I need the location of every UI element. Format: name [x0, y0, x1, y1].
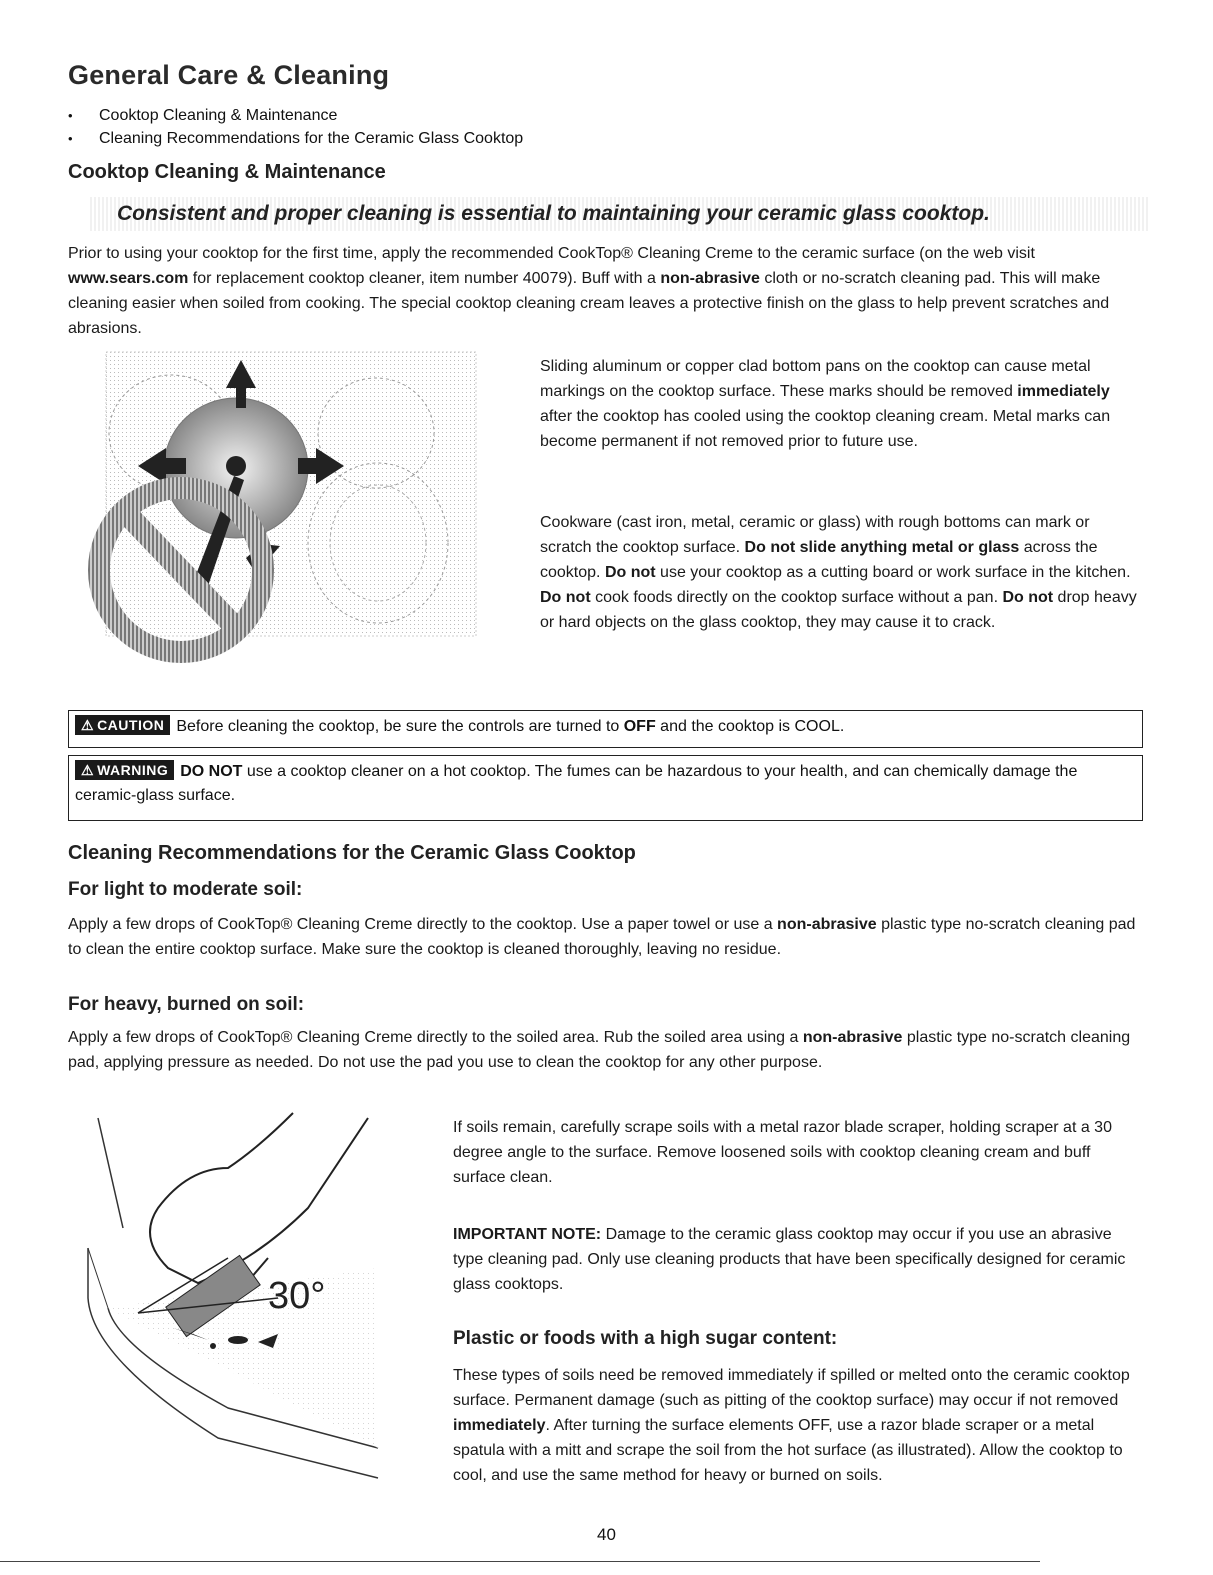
warning-triangle-icon: ⚠ — [81, 717, 95, 733]
razor-scraper-illustration — [78, 1108, 398, 1488]
cookware-paragraph: Cookware (cast iron, metal, ceramic or glass) with rough bottoms can mark or scratch the cooktop surface. Do not slide anything metal or glass across the cooktop. Do not use your cooktop as a cutting board or work surface in the kitchen. Do not cook foods directly on the cooktop surface without a pan. Do not drop heavy or hard objects on the glass cooktop, they may cause it to crack. — [540, 514, 1137, 631]
intro-paragraph: Prior to using your cooktop for the first time, apply the recommended CookTop® Cleaning Creme to the ceramic surface (on the web visit www.sears.com for replacement cooktop cleaner, item number 40079). Buff with a non-abrasive cloth or no-scratch cleaning pad. This will make cleaning easier when soiled from cooking. The special cooktop cleaning cream leaves a protective finish on the glass to help prevent scratches and abrasions. — [68, 245, 1110, 337]
heavy-soil-paragraph: Apply a few drops of CookTop® Cleaning Creme directly to the soiled area. Rub the soiled area using a non-abrasive plastic type no-scratch cleaning pad, applying pressure as needed. Do not use the pad you use to clean the cooktop for any other purpose. — [68, 1029, 1131, 1071]
important-note-paragraph: IMPORTANT NOTE: Damage to the ceramic glass cooktop may occur if you use an abrasive type cleaning pad. Only use cleaning products that have been specifically designed for ceramic glass cooktops. — [453, 1226, 1126, 1293]
light-soil-paragraph: Apply a few drops of CookTop® Cleaning Creme directly to the cooktop. Use a paper towel or use a non-abrasive plastic type no-scratch cleaning pad to clean the entire cooktop surface. Make sure the cooktop is cleaned thoroughly, leaving no residue. — [68, 916, 1136, 958]
scrape-paragraph: If soils remain, carefully scrape soils with a metal razor blade scraper, holding scraper at a 30 degree angle to the surface. Remove loosened soils with cooktop cleaning cream and buff surface clean. — [453, 1119, 1112, 1186]
footer-rule — [0, 1561, 1040, 1562]
toc-item: • Cleaning Recommendations for the Ceramic Glass Cooktop — [68, 127, 523, 150]
table-of-contents — [68, 104, 523, 150]
no-sliding-pans-illustration — [86, 348, 481, 666]
section-heading-cleaning-recommendations: Cleaning Recommendations for the Ceramic Glass Cooktop — [68, 842, 636, 864]
caution-box: ⚠ CAUTION Before cleaning the cooktop, be sure the controls are turned to OFF and the cooktop is COOL. — [68, 710, 1143, 748]
heading-sugar-content: Plastic or foods with a high sugar content: — [453, 1328, 838, 1349]
page-number: 40 — [597, 1525, 616, 1544]
emphasis-banner: Consistent and proper cleaning is essential to maintaining your ceramic glass cooktop. — [90, 197, 1150, 231]
angle-label: 30° — [268, 1275, 326, 1317]
sugar-content-paragraph: These types of soils need be removed immediately if spilled or melted onto the ceramic cooktop surface. Permanent damage (such as pitting of the cooktop surface) may occur if not removed immediately. After turning the surface elements OFF, use a razor blade scraper or a metal spatula with a mitt and scrape the soil from the hot surface (as illustrated). Allow the cooktop to cool, and use the same method for heavy or burned on soils. — [453, 1367, 1130, 1484]
sliding-pans-paragraph: Sliding aluminum or copper clad bottom pans on the cooktop can cause metal markings on the cooktop surface. These marks should be removed immediately after the cooktop has cooled using the cooktop cleaning cream. Metal marks can become permanent if not removed prior to future use. — [540, 358, 1111, 450]
page-title: General Care & Cleaning — [68, 60, 390, 90]
warning-box: ⚠ WARNING DO NOT use a cooktop cleaner on a hot cooktop. The fumes can be hazardous to your health, and can chemically damage the ceramic-glass surface. — [68, 755, 1143, 821]
heading-heavy-soil: For heavy, burned on soil: — [68, 994, 305, 1015]
section-heading-cooktop-cleaning: Cooktop Cleaning & Maintenance — [68, 161, 386, 183]
toc-item: • Cooktop Cleaning & Maintenance — [68, 104, 523, 127]
heading-light-soil: For light to moderate soil: — [68, 879, 303, 900]
caution-badge: ⚠ CAUTION — [75, 715, 170, 735]
warning-triangle-icon: ⚠ — [81, 762, 95, 778]
warning-badge: ⚠ WARNING — [75, 760, 174, 780]
